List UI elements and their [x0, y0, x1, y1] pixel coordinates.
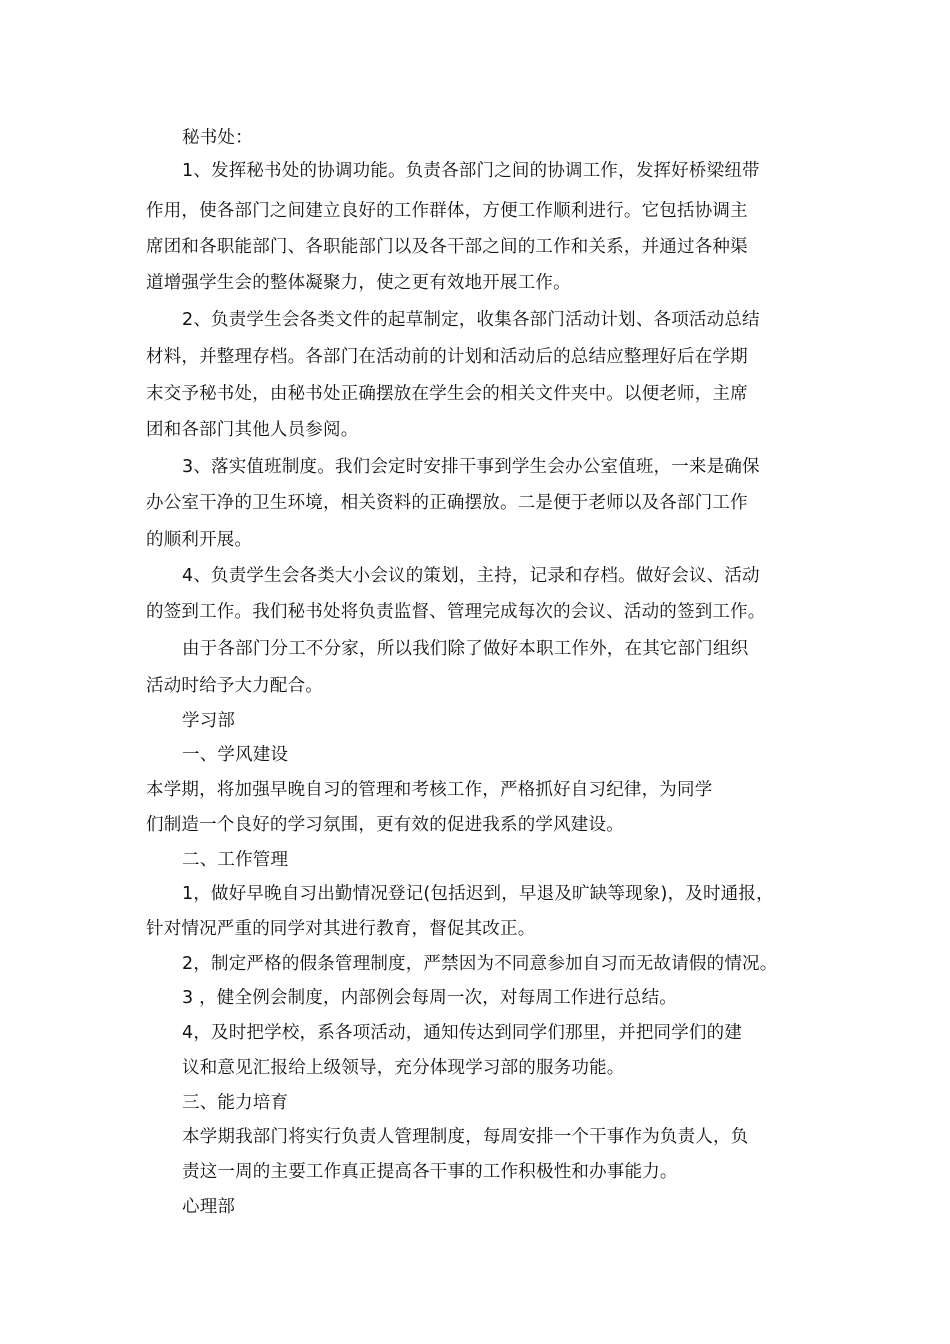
subsection-heading: 二、工作管理: [182, 850, 289, 870]
paragraph-line: 1、发挥秘书处的协调功能。负责各部门之间的协调工作，发挥好桥梁纽带: [182, 161, 760, 181]
paragraph-line: 末交予秘书处，由秘书处正确摆放在学生会的相关文件夹中。以便老师，主席: [146, 384, 748, 404]
paragraph-line: 责这一周的主要工作真正提高各干事的工作积极性和办事能力。: [182, 1162, 678, 1182]
paragraph-line: 针对情况严重的同学对其进行教育，督促其改正。: [146, 919, 536, 939]
section-heading: 学习部: [182, 711, 236, 731]
paragraph-line: 本学期，将加强早晚自习的管理和考核工作，严格抓好自习纪律，为同学: [146, 780, 713, 800]
paragraph-line: 们制造一个良好的学习氛围，更有效的促进我系的学风建设。: [146, 815, 624, 835]
paragraph-line: 办公室干净的卫生环境，相关资料的正确摆放。二是便于老师以及各部门工作: [146, 493, 748, 513]
paragraph-line: 的签到工作。我们秘书处将负责监督、管理完成每次的会议、活动的签到工作。: [146, 602, 766, 622]
paragraph-line: 4，及时把学校，系各项活动，通知传达到同学们那里，并把同学们的建: [182, 1023, 743, 1043]
subsection-heading: 三、能力培育: [182, 1093, 289, 1113]
paragraph-line: 1，做好早晚自习出勤情况登记(包括迟到，早退及旷缺等现象)，及时通报，: [182, 884, 774, 904]
paragraph-line: 活动时给予大力配合。: [146, 676, 323, 696]
paragraph-line: 3、落实值班制度。我们会定时安排干事到学生会办公室值班，一来是确保: [182, 457, 760, 477]
paragraph-line: 材料，并整理存档。各部门在活动前的计划和活动后的总结应整理好后在学期: [146, 347, 748, 367]
paragraph-line: 2，制定严格的假条管理制度，严禁因为不同意参加自习而无故请假的情况。: [182, 954, 778, 974]
paragraph-line: 席团和各职能部门、各职能部门以及各干部之间的工作和关系，并通过各种渠: [146, 237, 748, 257]
paragraph-line: 团和各部门其他人员参阅。: [146, 420, 359, 440]
paragraph-line: 3 ，健全例会制度，内部例会每周一次，对每周工作进行总结。: [182, 988, 677, 1008]
paragraph-line: 2、负责学生会各类文件的起草制定，收集各部门活动计划、各项活动总结: [182, 310, 760, 330]
paragraph-line: 议和意见汇报给上级领导，充分体现学习部的服务功能。: [182, 1058, 625, 1078]
section-heading: 秘书处：: [182, 128, 253, 148]
section-heading: 心理部: [182, 1197, 236, 1217]
paragraph-line: 由于各部门分工不分家，所以我们除了做好本职工作外，在其它部门组织: [182, 639, 749, 659]
paragraph-line: 的顺利开展。: [146, 530, 253, 550]
paragraph-line: 作用，使各部门之间建立良好的工作群体，方便工作顺利进行。它包括协调主: [146, 201, 748, 221]
paragraph-line: 本学期我部门将实行负责人管理制度，每周安排一个干事作为负责人，负: [182, 1127, 749, 1147]
subsection-heading: 一、学风建设: [182, 745, 289, 765]
paragraph-line: 4、负责学生会各类大小会议的策划，主持，记录和存档。做好会议、活动: [182, 566, 760, 586]
paragraph-line: 道增强学生会的整体凝聚力，使之更有效地开展工作。: [146, 273, 571, 293]
